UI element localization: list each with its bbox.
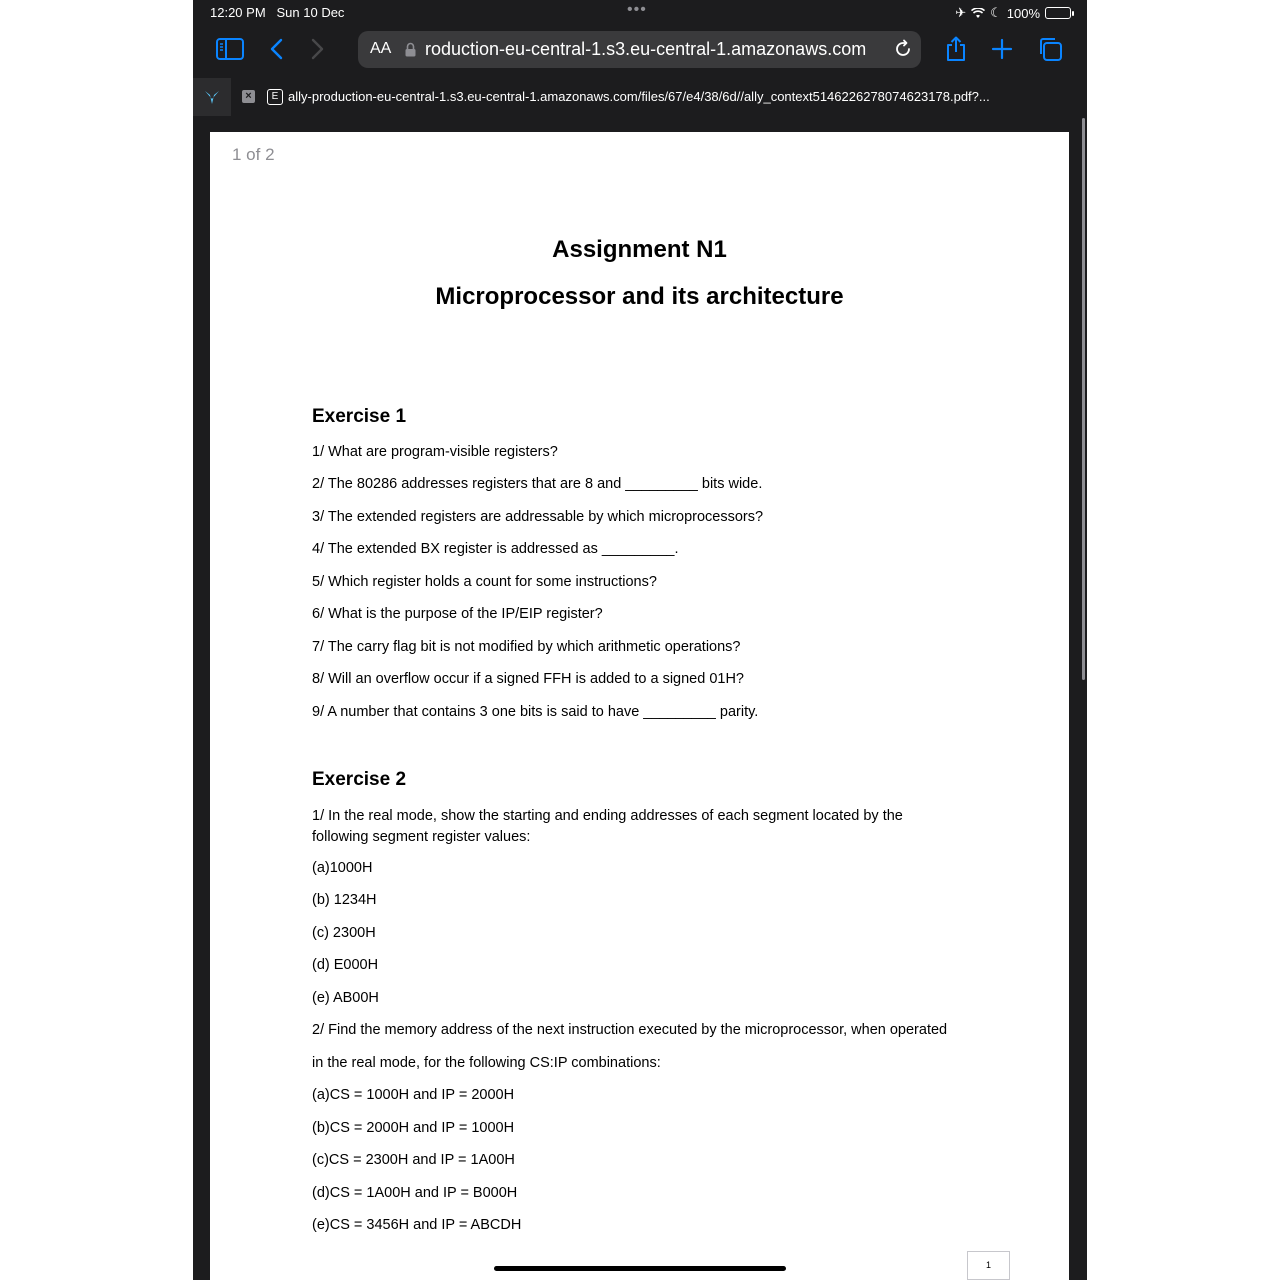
page-number-thumbnail[interactable]: 1	[967, 1251, 1010, 1280]
status-date: Sun 10 Dec	[276, 5, 345, 20]
exercise-2-q2-option: (d)CS = 1A00H and IP = B000H	[312, 1185, 518, 1201]
exercise-2-heading: Exercise 2	[312, 769, 407, 790]
exercise-1-item: 4/ The extended BX register is addressed as _________.	[312, 541, 679, 557]
exercise-1-item: 8/ Will an overflow occur if a signed FFH is added to a signed 01H?	[312, 671, 744, 687]
url-text: roduction-eu-central-1.s3.eu-central-1.amazonaws.com	[425, 39, 867, 59]
document-title: Assignment N1	[552, 236, 727, 263]
exercise-2-question-1: 1/ In the real mode, show the starting and ending addresses of each segment located by the following segment register values:	[312, 808, 903, 845]
bird-icon	[203, 88, 221, 106]
battery-percent: 100%	[1006, 5, 1040, 21]
wifi-icon	[971, 8, 985, 19]
tab-bar	[193, 78, 1087, 116]
exercise-2-question-2-line-2: in the real mode, for the following CS:IP combinations:	[312, 1055, 661, 1071]
reader-settings-button[interactable]: AA	[370, 40, 392, 57]
scrollbar[interactable]	[1082, 118, 1085, 680]
reload-icon[interactable]	[893, 39, 913, 64]
new-tab-icon[interactable]	[987, 34, 1017, 64]
exercise-2-q1-option: (e) AB00H	[312, 990, 379, 1006]
status-icons	[955, 5, 1071, 21]
address-bar[interactable]	[358, 31, 921, 68]
multitasking-dots-icon[interactable]: •••	[627, 1, 647, 18]
exercise-2-q1-option: (a)1000H	[312, 860, 373, 876]
battery-icon	[1045, 7, 1071, 19]
exercise-2-q1-option: (c) 2300H	[312, 925, 376, 941]
share-icon[interactable]	[941, 34, 971, 64]
web-content	[193, 116, 1087, 1280]
exercise-2-q2-option: (b)CS = 2000H and IP = 1000H	[312, 1120, 515, 1136]
document-subtitle: Microprocessor and its architecture	[435, 283, 844, 310]
exercise-1-item: 7/ The carry flag bit is not modified by which arithmetic operations?	[312, 639, 741, 655]
airplane-icon: ✈	[955, 5, 967, 20]
tabs-overview-icon[interactable]	[1035, 34, 1065, 64]
lock-icon	[405, 41, 416, 62]
exercise-2-q2-option: (c)CS = 2300H and IP = 1A00H	[312, 1152, 515, 1168]
exercise-1-heading: Exercise 1	[312, 406, 407, 427]
exercise-1-item: 9/ A number that contains 3 one bits is said to have _________ parity.	[312, 704, 759, 720]
tab-title[interactable]: ally-production-eu-central-1.s3.eu-central-1.amazonaws.com/files/67/e4/38/6d//ally_context5146226278074623178.pdf?...	[288, 89, 990, 104]
sidebar-icon[interactable]	[215, 34, 245, 64]
page-counter: 1 of 2	[232, 145, 275, 164]
exercise-1-item: 1/ What are program-visible registers?	[312, 444, 558, 460]
exercise-1-item: 5/ Which register holds a count for some instructions?	[312, 574, 657, 590]
exercise-2-q2-option: (a)CS = 1000H and IP = 2000H	[312, 1087, 515, 1103]
back-icon[interactable]	[261, 34, 291, 64]
exercise-2-q2-option: (e)CS = 3456H and IP = ABCDH	[312, 1217, 522, 1233]
exercise-2-q1-option: (d) E000H	[312, 957, 379, 973]
exercise-1-item: 6/ What is the purpose of the IP/EIP register?	[312, 606, 603, 622]
status-bar	[193, 0, 1087, 26]
exercise-2-q1-option: (b) 1234H	[312, 892, 377, 908]
ipad-safari-window	[193, 0, 1087, 1280]
home-indicator[interactable]	[494, 1266, 786, 1271]
forward-icon[interactable]	[303, 34, 333, 64]
moon-icon: ☾	[990, 5, 1002, 20]
tab-favicon: E	[267, 89, 283, 105]
safari-toolbar	[193, 26, 1087, 74]
pdf-page	[210, 132, 1069, 1280]
status-time-date	[210, 5, 344, 20]
exercise-1-item: 2/ The 80286 addresses registers that are 8 and _________ bits wide.	[312, 476, 763, 492]
tab-pinned[interactable]	[193, 78, 231, 116]
exercise-2-question-2-line-1: 2/ Find the memory address of the next instruction executed by the microprocessor, when operated	[312, 1022, 948, 1038]
status-time: 12:20 PM	[210, 5, 266, 20]
exercise-1-item: 3/ The extended registers are addressable by which microprocessors?	[312, 509, 764, 525]
tab-close-icon[interactable]: ×	[242, 90, 255, 103]
